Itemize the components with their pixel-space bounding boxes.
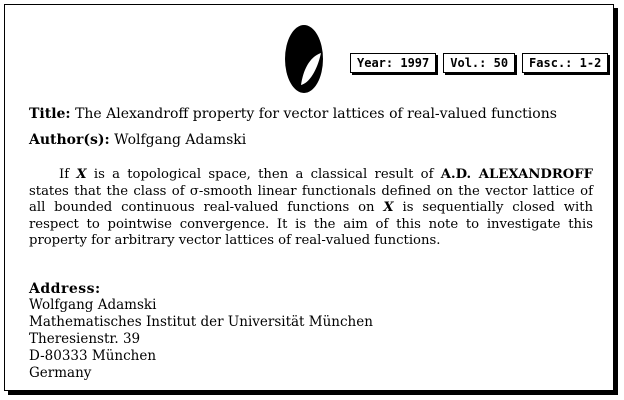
abstract-text: If xyxy=(59,167,77,182)
math-symbol: X xyxy=(76,167,87,182)
address-label: Address: xyxy=(29,281,101,297)
address-line: Wolfgang Adamski xyxy=(29,297,157,313)
author-name: Wolfgang Adamski xyxy=(114,132,247,148)
volume-badge: Vol.: 50 xyxy=(443,53,515,73)
address-line: Germany xyxy=(29,365,92,381)
address-line: D-80333 München xyxy=(29,348,157,364)
fascicle-badge: Fasc.: 1-2 xyxy=(522,53,608,73)
abstract-text: states that the class of σ-smooth linear functionals defined on the vector lattice of all bounded continuous real-valued functions on xyxy=(29,183,593,216)
year-badge: Year: 1997 xyxy=(350,53,436,73)
paper-card xyxy=(4,4,614,391)
title-label: Title: xyxy=(29,106,71,122)
math-symbol: X xyxy=(383,200,394,216)
abstract-text: is a topological space, then a classical result of xyxy=(86,167,441,182)
reference-name: A.D. ALEXANDROFF xyxy=(440,167,594,182)
abstract-text: is sequentially closed with respect to pointwise convergence. It is the aim of this note to investigate this property for arbitrary vector lattices of real-valued functions. xyxy=(29,200,593,249)
address-line: Mathematisches Institut der Universität München xyxy=(29,314,373,330)
address-block xyxy=(29,297,373,382)
author-row xyxy=(29,132,246,148)
author-label: Author(s): xyxy=(29,132,110,148)
title-row xyxy=(29,106,557,122)
abstract xyxy=(29,167,593,250)
address-line: Theresienstr. 39 xyxy=(29,331,141,347)
journal-logo-icon xyxy=(283,23,325,95)
issue-info xyxy=(350,53,608,73)
paper-title: The Alexandroff property for vector lattices of real-valued functions xyxy=(75,106,557,122)
